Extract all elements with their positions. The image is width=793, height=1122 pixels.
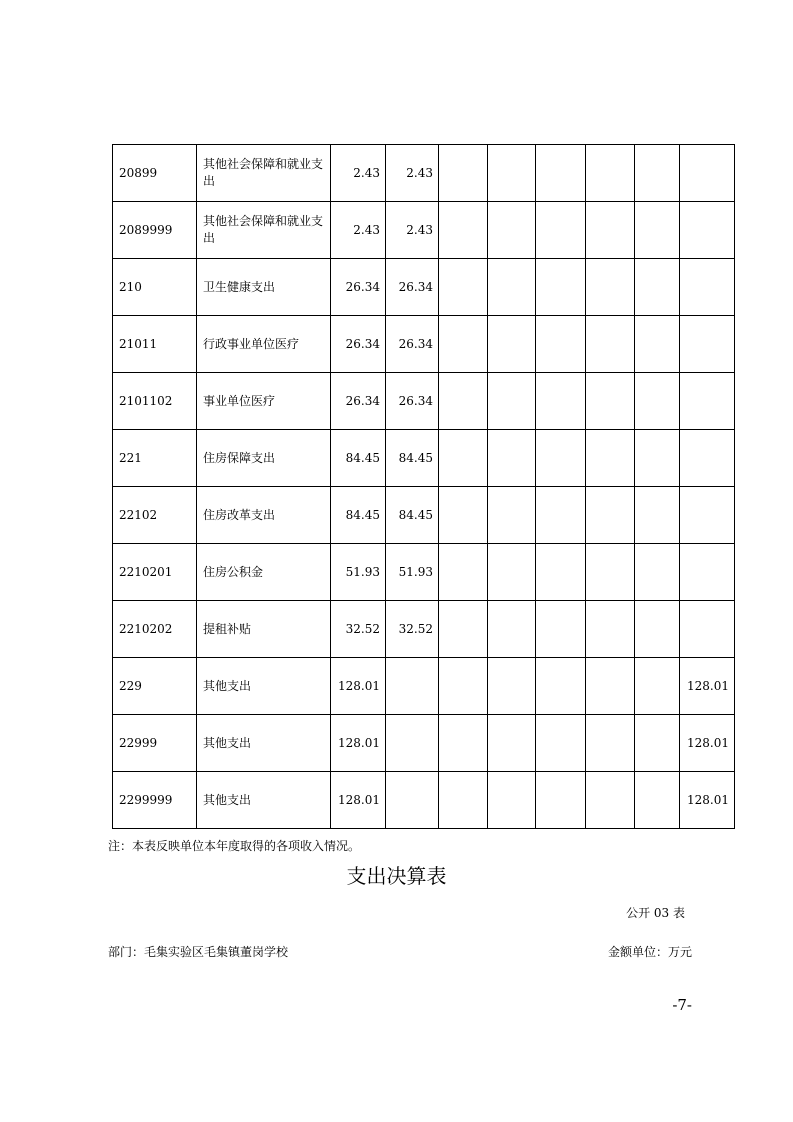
table-cell-c7 xyxy=(635,259,680,316)
table-cell-c2: 26.34 xyxy=(386,316,439,373)
amount-unit-label: 金额单位：万元 xyxy=(607,945,692,959)
table-cell-name: 住房公积金 xyxy=(197,544,331,601)
table-cell-name: 其他社会保障和就业支出 xyxy=(197,145,331,202)
table-cell-c1: 84.45 xyxy=(331,487,386,544)
table-row xyxy=(113,487,735,544)
table-cell-c6 xyxy=(586,259,635,316)
table-row xyxy=(113,544,735,601)
table-row xyxy=(113,202,735,259)
table-cell-c8: 128.01 xyxy=(680,658,735,715)
table-cell-code: 2089999 xyxy=(113,202,197,259)
table-cell-c8 xyxy=(680,544,735,601)
table-cell-c6 xyxy=(586,202,635,259)
table-cell-c4 xyxy=(488,487,536,544)
table-row xyxy=(113,772,735,829)
table-cell-name: 事业单位医疗 xyxy=(197,373,331,430)
table-cell-c6 xyxy=(586,715,635,772)
section-title: 支出决算表 xyxy=(346,864,447,888)
table-row xyxy=(113,658,735,715)
table-cell-c2 xyxy=(386,715,439,772)
table-cell-c3 xyxy=(439,658,488,715)
table-cell-code: 221 xyxy=(113,430,197,487)
table-cell-c3 xyxy=(439,430,488,487)
table-cell-code: 2299999 xyxy=(113,772,197,829)
table-cell-c8 xyxy=(680,430,735,487)
table-cell-c6 xyxy=(586,487,635,544)
table-cell-c1: 26.34 xyxy=(331,259,386,316)
table-cell-c6 xyxy=(586,430,635,487)
table-cell-c7 xyxy=(635,373,680,430)
table-cell-name: 住房改革支出 xyxy=(197,487,331,544)
table-cell-c2: 26.34 xyxy=(386,259,439,316)
table-cell-c7 xyxy=(635,544,680,601)
table-cell-c8 xyxy=(680,373,735,430)
table-cell-c2: 26.34 xyxy=(386,373,439,430)
table-cell-c1: 128.01 xyxy=(331,715,386,772)
table-cell-c7 xyxy=(635,316,680,373)
table-cell-c4 xyxy=(488,715,536,772)
table-cell-c4 xyxy=(488,601,536,658)
table-cell-c1: 2.43 xyxy=(331,202,386,259)
table-cell-c5 xyxy=(536,316,586,373)
table-cell-code: 210 xyxy=(113,259,197,316)
table-cell-name: 其他支出 xyxy=(197,658,331,715)
table-cell-c7 xyxy=(635,430,680,487)
table-cell-c6 xyxy=(586,373,635,430)
table-cell-c4 xyxy=(488,430,536,487)
table-cell-c2: 2.43 xyxy=(386,145,439,202)
table-cell-c7 xyxy=(635,772,680,829)
table-cell-c1: 128.01 xyxy=(331,772,386,829)
table-cell-c4 xyxy=(488,259,536,316)
table-cell-c8: 128.01 xyxy=(680,715,735,772)
table-cell-c4 xyxy=(488,316,536,373)
table-cell-c6 xyxy=(586,772,635,829)
table-cell-name: 其他社会保障和就业支出 xyxy=(197,202,331,259)
form-number: 公开 03 表 xyxy=(626,906,685,920)
table-cell-c4 xyxy=(488,658,536,715)
table-cell-c3 xyxy=(439,202,488,259)
table-cell-c5 xyxy=(536,772,586,829)
table-cell-c8 xyxy=(680,487,735,544)
table-cell-c7 xyxy=(635,487,680,544)
table-cell-code: 22999 xyxy=(113,715,197,772)
table-cell-c5 xyxy=(536,430,586,487)
table-cell-c8 xyxy=(680,601,735,658)
income-table xyxy=(112,144,735,829)
table-cell-c1: 26.34 xyxy=(331,316,386,373)
table-cell-c7 xyxy=(635,145,680,202)
table-cell-code: 21011 xyxy=(113,316,197,373)
table-row xyxy=(113,145,735,202)
table-cell-c1: 32.52 xyxy=(331,601,386,658)
table-row xyxy=(113,259,735,316)
table-cell-c6 xyxy=(586,145,635,202)
table-cell-c2: 2.43 xyxy=(386,202,439,259)
table-cell-c6 xyxy=(586,544,635,601)
table-cell-c7 xyxy=(635,202,680,259)
table-cell-c1: 26.34 xyxy=(331,373,386,430)
table-cell-name: 提租补贴 xyxy=(197,601,331,658)
table-cell-c3 xyxy=(439,259,488,316)
table-cell-c5 xyxy=(536,601,586,658)
table-cell-c1: 51.93 xyxy=(331,544,386,601)
table-cell-code: 2101102 xyxy=(113,373,197,430)
table-cell-code: 22102 xyxy=(113,487,197,544)
table-cell-c8 xyxy=(680,259,735,316)
table-cell-c6 xyxy=(586,658,635,715)
table-cell-c4 xyxy=(488,772,536,829)
table-cell-c7 xyxy=(635,715,680,772)
table-cell-c7 xyxy=(635,601,680,658)
table-cell-c3 xyxy=(439,601,488,658)
table-cell-name: 其他支出 xyxy=(197,715,331,772)
table-cell-name: 行政事业单位医疗 xyxy=(197,316,331,373)
table-cell-c2: 84.45 xyxy=(386,487,439,544)
table-row xyxy=(113,316,735,373)
table-cell-c8 xyxy=(680,316,735,373)
table-cell-c5 xyxy=(536,202,586,259)
table-cell-code: 229 xyxy=(113,658,197,715)
table-cell-c3 xyxy=(439,487,488,544)
table-cell-c4 xyxy=(488,202,536,259)
table-row xyxy=(113,430,735,487)
table-cell-c3 xyxy=(439,772,488,829)
table-cell-c6 xyxy=(586,601,635,658)
table-cell-c5 xyxy=(536,145,586,202)
table-cell-c1: 2.43 xyxy=(331,145,386,202)
table-cell-c2: 51.93 xyxy=(386,544,439,601)
table-cell-c7 xyxy=(635,658,680,715)
table-body xyxy=(113,145,735,829)
table-cell-c5 xyxy=(536,658,586,715)
department-label: 部门：毛集实验区毛集镇董岗学校 xyxy=(108,945,289,959)
table-cell-c3 xyxy=(439,145,488,202)
table-cell-c5 xyxy=(536,259,586,316)
table-row xyxy=(113,601,735,658)
table-cell-c2: 84.45 xyxy=(386,430,439,487)
table-cell-c3 xyxy=(439,544,488,601)
table-cell-c2: 32.52 xyxy=(386,601,439,658)
table-row xyxy=(113,715,735,772)
table-cell-c5 xyxy=(536,487,586,544)
table-cell-code: 2210202 xyxy=(113,601,197,658)
table-row xyxy=(113,373,735,430)
table-cell-c6 xyxy=(586,316,635,373)
table-cell-c4 xyxy=(488,145,536,202)
table-cell-c4 xyxy=(488,544,536,601)
table-cell-code: 2210201 xyxy=(113,544,197,601)
table-cell-c8: 128.01 xyxy=(680,772,735,829)
table-cell-name: 其他支出 xyxy=(197,772,331,829)
table-note: 注：本表反映单位本年度取得的各项收入情况。 xyxy=(108,839,361,853)
table-cell-name: 住房保障支出 xyxy=(197,430,331,487)
table-cell-c5 xyxy=(536,373,586,430)
table-cell-name: 卫生健康支出 xyxy=(197,259,331,316)
table-cell-c1: 128.01 xyxy=(331,658,386,715)
page-number: -7- xyxy=(672,996,692,1014)
table-cell-c3 xyxy=(439,316,488,373)
table-cell-c2 xyxy=(386,658,439,715)
table-cell-code: 20899 xyxy=(113,145,197,202)
table-cell-c5 xyxy=(536,544,586,601)
table-cell-c4 xyxy=(488,373,536,430)
table-cell-c8 xyxy=(680,145,735,202)
table-cell-c3 xyxy=(439,715,488,772)
table-cell-c8 xyxy=(680,202,735,259)
table-cell-c5 xyxy=(536,715,586,772)
table-cell-c2 xyxy=(386,772,439,829)
table-cell-c3 xyxy=(439,373,488,430)
table-cell-c1: 84.45 xyxy=(331,430,386,487)
